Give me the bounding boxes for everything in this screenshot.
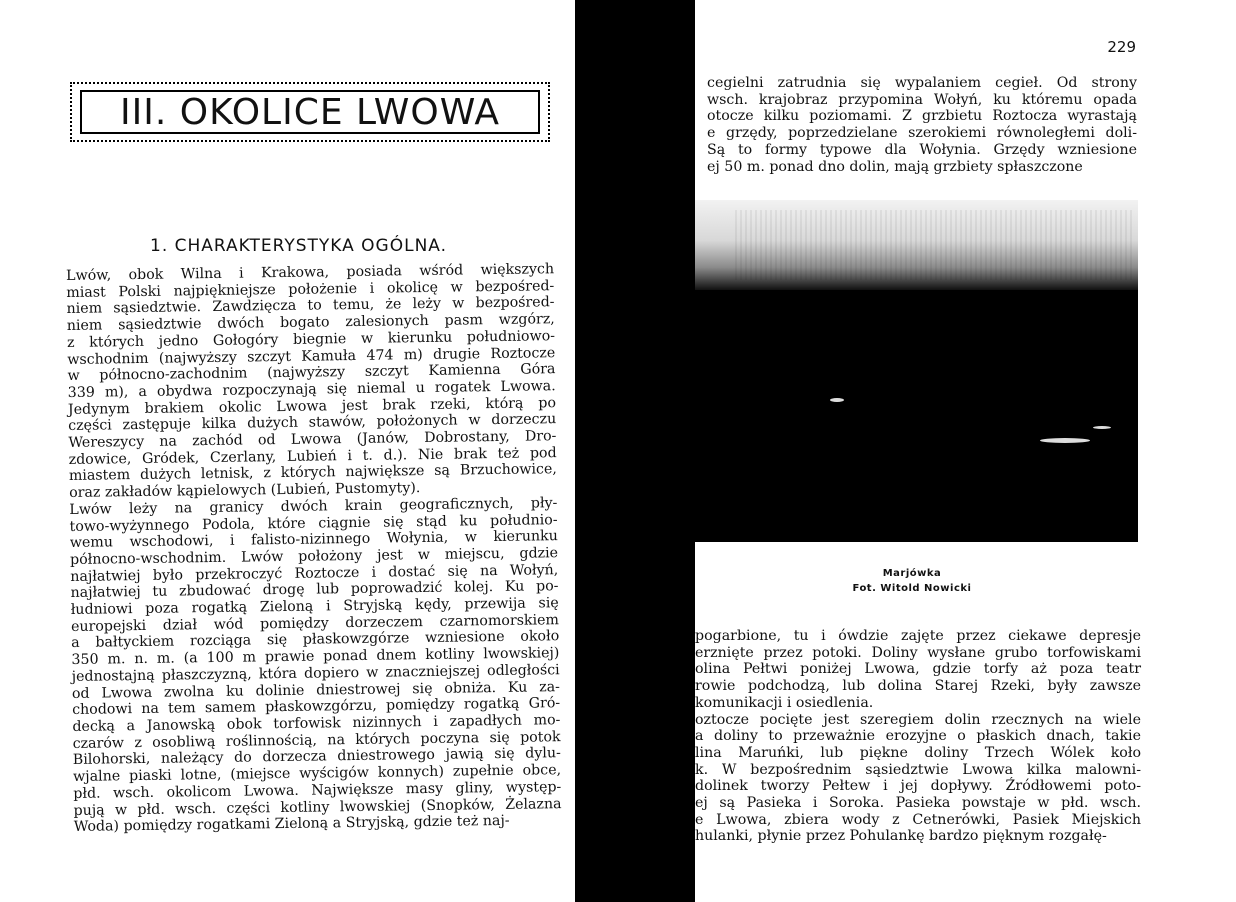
text-line: Woda) pomiędzy rogatkami Zieloną a Stryjską, gdzie też naj- [73, 813, 510, 836]
text-line: Lwów, obok Wilna i Krakowa, posiada wśród większych [66, 261, 555, 284]
section-title: 1. CHARAKTERYSTYKA OGÓLNA. [150, 236, 448, 256]
photo-credit: Fot. Witold Nowicki [852, 583, 972, 594]
text-line: Bilohorski, należący do dorzecza dniestrowego jawią się dylu- [72, 745, 561, 769]
text-line: wsch. krajobraz przypomina Wołyń, ku któremu opada [707, 91, 1137, 108]
text-line: towo-wyżynnego Podola, które ciągnie się stąd ku południo- [69, 511, 558, 535]
text-line: dolinek tworzy Pełtew i jej dopływy. Źródłowemi poto- [695, 778, 1141, 795]
text-line: cegielni zatrudnia się wypalaniem cegieł. Od strony [707, 75, 1137, 91]
photo-water-reflection [830, 398, 844, 402]
right-page [695, 0, 1236, 902]
text-line: otocze kilku poziomami. Z grzbietu Roztocza wyrastają [707, 108, 1137, 125]
text-line: lina Maruńki, lub piękne doliny Trzech Wólek koło [695, 744, 1141, 761]
text-line: olina Pełtwi poniżej Lwowa, gdzie torfy aż poza teatr [695, 661, 1141, 678]
text-line: Wereszycy na zachód od Lwowa (Janów, Dobrostany, Dro- [68, 428, 557, 452]
text-line: zdowice, Gródek, Czerlany, Lubień i t. d.). Nie brak też pod [68, 444, 557, 468]
chapter-title: III. OKOLICE LWOWA [120, 91, 500, 133]
text-line: a doliny to przeważnie erozyjne o płaskich dnach, takie [695, 728, 1141, 745]
text-line: oraz zakładów kąpielowych (Lubień, Pustomyty). [69, 480, 421, 502]
text-line: erznięte przez potoki. Doliny wysłane grubo torfowiskami [695, 644, 1141, 661]
chapter-title-frame [70, 82, 550, 142]
text-line: łudniowi poza rogatką Zieloną i Stryjską kędy, przewija się [70, 595, 559, 619]
text-line: wschodnim (najwyższy szczyt Kamuła 474 m) drugie Roztocze [67, 344, 556, 368]
text-line: 339 m), a obydwa rozpoczynają się niemal u rogatek Lwowa. [67, 378, 556, 401]
photo-water-reflection [1040, 438, 1090, 443]
right-bottom-text [695, 628, 1141, 845]
text-line: ej są Pasieka i Soroka. Pasieka powstaje w płd. wsch. [695, 795, 1141, 812]
photo-caption-block [827, 566, 997, 596]
text-line: niem sąsiedztwie dwóch bogato zalesionych pasm wzgórz, [66, 311, 555, 335]
photo-water-reflection [1093, 426, 1111, 429]
text-line: pogarbione, tu i ówdzie zajęte przez ciekawe depresje [695, 628, 1141, 644]
text-line: miast Polski najpiękniejsze położenie i okolicę w bezpośred- [66, 277, 555, 301]
landscape-photo [695, 200, 1138, 542]
text-line: niem sąsiedztwie. Zawdzięcza to temu, że leży w bezpośred- [66, 294, 555, 318]
text-line: miastem dużych letnisk, z których największe są Brzuchowice, [68, 461, 557, 485]
text-line: części zastępuje kilka dużych stawów, położonych w dorzeczu [68, 411, 557, 435]
text-line: hulanki, płynie przez Pohulankę bardzo pięknym rozgałę- [695, 828, 1107, 845]
text-line: wjalne piaski lotne, (miejsce wyścigów konnych) zupełnie obce, [72, 762, 562, 786]
text-line: wemu wschodowi, i falisto-nizinnego Wołynia, w kierunku [69, 528, 558, 552]
text-line: komunikacji i osiedlenia. [695, 694, 874, 711]
text-line: 350 m. n. m. (a 100 m prawie ponad dnem kotliny lwowskiej) [71, 645, 560, 669]
text-line: decką a Janowską obok torfowisk nizinnych i zapadłych mo- [72, 712, 561, 735]
text-line: k. W bezpośrednim sąsiedztwie Lwowa kilka malowni- [695, 761, 1141, 778]
text-line: oztocze pocięte jest szeregiem dolin rzecznych na wiele [695, 711, 1141, 728]
right-top-text [707, 75, 1137, 175]
chapter-title-inner-frame [80, 90, 540, 134]
left-page [0, 0, 580, 902]
text-line: a bałtyckiem rozciąga się płaskowzgórze wzniesione około [71, 628, 560, 652]
left-body-text [66, 261, 562, 836]
text-line: ej 50 m. ponad dno dolin, mają grzbiety spłaszczone [707, 158, 1083, 175]
text-line: z których jedno Gołogóry biegnie w kierunku południowo- [66, 327, 556, 351]
text-line: północno-wschodnim. Lwów położony jest w miejscu, gdzie [69, 545, 559, 568]
text-line: w północno-zachodnim (najwyższy szczyt Kamienna Góra [67, 361, 556, 385]
photo-sky-texture [735, 210, 1135, 280]
text-line: Są to formy typowe dla Wołynia. Grzędy wzniesione [707, 141, 1137, 158]
text-line: najłatwiej było przekroczyć Roztocze i dostać się na Wołyń, [70, 561, 559, 585]
text-line: jednostajną płaszczyzną, która dopiero w znaczniejszej odległości [71, 662, 560, 685]
text-line: czarów z osobliwą roślinnością, na których poczyna się potok [72, 728, 561, 752]
text-line: płd. wsch. okolicom Lwowa. Największe masy gliny, występ- [73, 778, 562, 802]
text-line: Jedynym brakiem okolic Lwowa jest brak rzeki, którą po [67, 394, 557, 418]
text-line: od Lwowa zwolna ku dolinie dniestrowej się obniża. Ku za- [71, 678, 561, 702]
text-line: pują w płd. wsch. części kotliny lwowskiej (Snopków, Żelazna [73, 795, 562, 819]
book-gutter-shadow [575, 0, 700, 902]
text-line: najłatwiej tu zbudować drogę lub poprowadzić kolej. Ku po- [70, 578, 559, 602]
text-line: chodowi na tem samem płaskowzgórzu, pomiędzy rogatką Gró- [72, 695, 561, 719]
page-number: 229 [1107, 38, 1136, 56]
text-line: e grzędy, poprzedzielane szerokiemi równoległemi doli- [707, 125, 1137, 142]
text-line: rowie podchodzą, lub dolina Starej Rzeki, były zawsze [695, 678, 1141, 695]
text-line: Lwów leży na granicy dwóch krain geograficznych, pły- [69, 495, 558, 518]
photo-caption: Marjówka [882, 568, 942, 579]
text-line: e Lwowa, zbiera wody z Cetnerówki, Pasiek Miejskich [695, 811, 1141, 828]
text-line: europejski dział wód pomiędzy dorzeczem czarnomorskiem [70, 611, 560, 635]
